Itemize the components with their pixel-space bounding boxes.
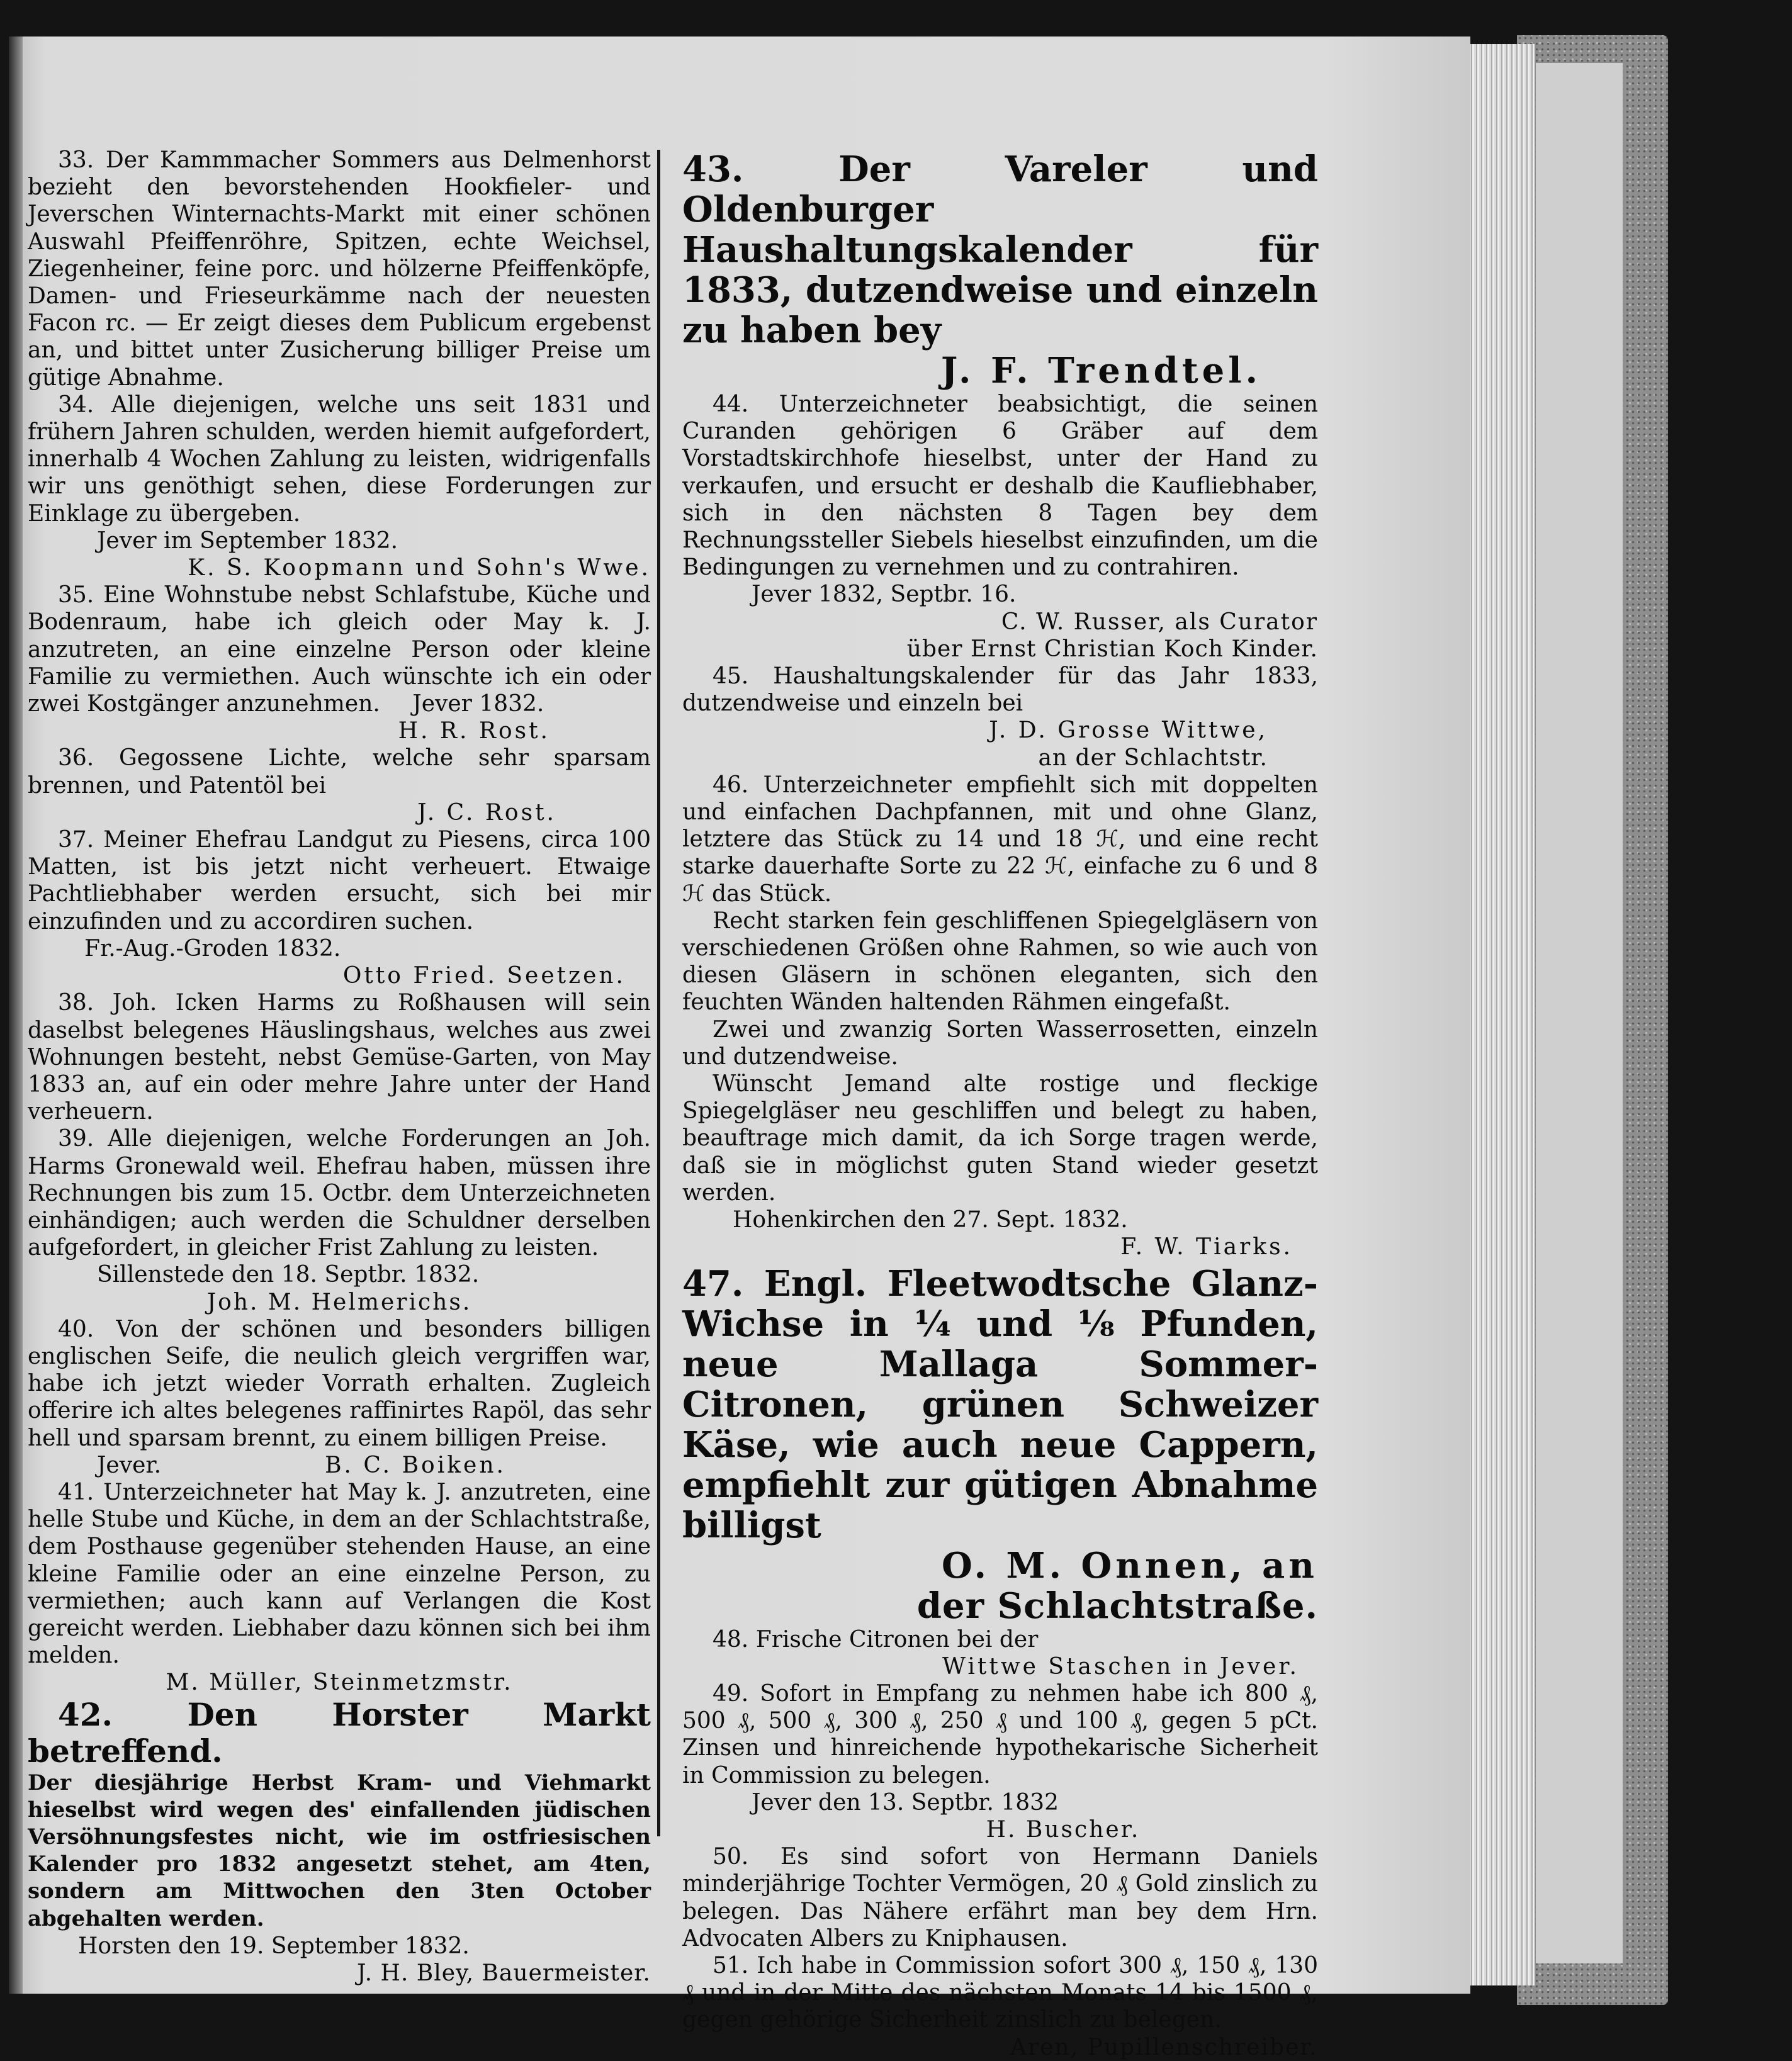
ad-35-signature: H. R. Rost. xyxy=(398,718,550,744)
ad-49: 49. Sofort in Empfang zu nehmen habe ich 800 ₰, 500 ₰, 500 ₰, 300 ₰, 250 ₰ und 100 ₰, gegen 5 pCt. Zinsen und hinreichende hypothekarische Sicherheit in Commission zu belegen. xyxy=(682,1680,1318,1789)
ad-49-place: Jever den 13. Septbr. 1832 xyxy=(752,1789,1059,1816)
ad-39: 39. Alle diejenigen, welche Forderungen an Joh. Harms Gronewald weil. Ehefrau haben, müssen ihre Rechnungen bis zum 15. Octbr. dem Unterzeichneten einhändigen; auch werden die Schuldner derselben aufgefordert, in gleicher Frist Zahlung zu leisten. xyxy=(28,1126,651,1261)
ad-37: 37. Meiner Ehefrau Landgut zu Piesens, circa 100 Matten, ist bis jetzt nicht verheuert. Etwaige Pachtliebhaber werden ersucht, sich bei mir einzufinden und zu accordiren suchen. xyxy=(28,827,651,935)
ad-38: 38. Joh. Icken Harms zu Roßhausen will sein daselbst belegenes Häuslingshaus, welches aus zwei Wohnungen besteht, nebst Gemüse-Garten, von May 1833 an, auf ein oder mehre Jahre unter der Hand verheuern. xyxy=(28,990,651,1125)
ad-37-signature: Otto Fried. Seetzen. xyxy=(342,963,626,989)
ad-42: Der diesjährige Herbst Kram- und Viehmarkt hieselbst wird wegen des' einfallenden jüdischen Versöhnungsfestes nicht, wie im ostfriesischen Kalender pro 1832 angesetzt stehet, am 4ten, sondern am Mittwochen den 3ten October abgehalten werden. xyxy=(28,1770,651,1931)
ad-45-signature-line2: an der Schlachtstr. xyxy=(1038,744,1268,771)
ad-46-text3: Zwei und zwanzig Sorten Wasserrosetten, einzeln und dutzendweise. xyxy=(682,1016,1318,1070)
page-edges xyxy=(1459,44,1535,1985)
ad-34-place: Jever im September 1832. xyxy=(97,527,398,554)
ad-35: 35. Eine Wohnstube nebst Schlafstube, Küche und Bodenraum, habe ich gleich oder May k. J. anzutreten, an eine einzelne Person oder kleine Familie zu vermiethen. Auch wünschte ich ein oder zwei Kostgänger anzunehmen. Jever 1832. xyxy=(28,582,651,717)
ad-50: 50. Es sind sofort von Hermann Daniels minderjährige Tochter Vermögen, 20 ₰ Gold zinslich zu belegen. Das Nähere erfährt man bey dem Hrn. Advocaten Albers zu Kniphausen. xyxy=(682,1844,1318,1951)
ad-36: 36. Gegossene Lichte, welche sehr sparsam brennen, und Patentöl bei xyxy=(28,745,651,799)
ad-36-signature: J. C. Rost. xyxy=(417,799,556,826)
ad-48: 48. Frische Citronen bei der xyxy=(713,1626,1039,1653)
right-column xyxy=(682,147,1318,2061)
ad-44-signature-line2: über Ernst Christian Koch Kinder. xyxy=(906,636,1318,662)
ad-34: 34. Alle diejenigen, welche uns seit 1831 und frühern Jahren schulden, werden hiemit aufgefordert, innerhalb 4 Wochen Zahlung zu leisten, widrigenfalls wir uns genöthigt sehen, diese Forderungen zur Einklage zu übergeben. xyxy=(28,391,651,527)
ad-42-place: Horsten den 19. September 1832. xyxy=(78,1933,470,1959)
ad-42-heading: 42. Den Horster Markt betreffend. xyxy=(28,1695,651,1770)
ad-51-signature: Aren, Pupillenschreiber. xyxy=(1010,2034,1318,2060)
ad-46-signature: F. W. Tiarks. xyxy=(1120,1234,1293,1261)
book-page xyxy=(9,37,1470,2060)
ad-46-text2: Recht starken fein geschliffenen Spiegelgläsern von verschiedenen Größen ohne Rahmen, so wie auch von diesen Gläsern in schönen eleganten, sich den feuchten Wänden haltenden Rähmen eingefaßt. xyxy=(682,907,1318,1016)
ad-46-place: Hohenkirchen den 27. Sept. 1832. xyxy=(733,1207,1128,1233)
ad-44: 44. Unterzeichneter beabsichtigt, die seinen Curanden gehörigen 6 Gräber auf dem Vorstadtskirchhofe hieselbst, unter der Hand zu verkaufen, und ersucht er deshalb die Kaufliebhaber, sich in den nächsten 8 Tagen bey dem Rechnungssteller Siebels hieselbst einzufinden, um die Bedingungen zu vernehmen und zu contrahiren. xyxy=(682,391,1318,581)
ad-33: 33. Der Kammmacher Sommers aus Delmenhorst bezieht den bevorstehenden Hookfieler- und Jeverschen Winternachts-Markt mit einer schönen Auswahl Pfeiffenröhre, Spitzen, echte Weichsel, Ziegenheiner, feine porc. und hölzerne Pfeiffenköpfe, Damen- und Frieseurkämme nach der neuesten Facon rc. — Er zeigt dieses dem Publicum ergebenst an, und bittet unter Zusicherung billiger Preise um gütige Abnahme. xyxy=(28,147,651,391)
ad-39-place: Sillenstede den 18. Septbr. 1832. xyxy=(97,1262,480,1288)
ad-41-signature: M. Müller, Steinmetzmstr. xyxy=(166,1670,513,1696)
ad-51: 51. Ich habe in Commission sofort 300 ₰, 150 ₰, 130 ₰ und in der Mitte des nächsten Monats 14 bis 1500 ₰, gegen gehörige Sicherheit zinslich zu belegen. xyxy=(682,1952,1318,2033)
ad-40-place: Jever. B. C. Boiken. xyxy=(97,1452,506,1478)
ad-34-signature: K. S. Koopmann und Sohn's Wwe. xyxy=(188,555,651,581)
ad-48-signature: Wittwe Staschen in Jever. xyxy=(942,1653,1299,1680)
left-column xyxy=(28,147,651,1987)
ad-46-text4: Wünscht Jemand alte rostige und fleckige Spiegelgläser neu geschliffen und belegt zu haben, beauftrage mich damit, da ich Sorge tragen werde, daß sie in möglichst guten Stand wieder gesetzt werden. xyxy=(682,1071,1318,1206)
ad-47-signature-line2: der Schlachtstraße. xyxy=(916,1585,1318,1627)
ad-39-signature: Joh. M. Helmerichs. xyxy=(206,1289,472,1315)
ad-43-signature: J. F. Trendtel. xyxy=(940,350,1261,391)
ad-43: 43. Der Vareler und Oldenburger Haushaltungskalender für 1833, dutzendweise und einzeln zu haben bey xyxy=(682,149,1318,351)
ad-40: 40. Von der schönen und besonders billigen englischen Seife, die neulich gleich vergriffen war, habe ich jetzt wieder Vorrath erhalten. Zugleich offerire ich altes belegenes raffinirtes Rapöl, das sehr hell und sparsam brennt, zu einem billigen Preise. xyxy=(28,1316,651,1451)
ad-46: 46. Unterzeichneter empfiehlt sich mit doppelten und einfachen Dachpfannen, mit und ohne Glanz, letztere das Stück zu 14 und 18 ℋ, und eine recht starke dauerhafte Sorte zu 22 ℋ, einfache zu 6 und 8 ℋ das Stück. xyxy=(682,772,1318,907)
ad-37-place: Fr.-Aug.-Groden 1832. xyxy=(84,935,341,962)
ad-45-signature: J. D. Grosse Wittwe, xyxy=(989,717,1268,744)
ad-47: 47. Engl. Fleetwodtsche Glanz-Wichse in ¼ und ⅛ Pfunden, neue Mallaga Sommer-Citronen, grünen Schweizer Käse, wie auch neue Cappern, empfiehlt zur gütigen Abnahme billigst xyxy=(682,1262,1318,1546)
ad-45: 45. Haushaltungskalender für das Jahr 1833, dutzendweise und einzeln bei xyxy=(682,663,1318,717)
ad-49-signature: H. Buscher. xyxy=(986,1816,1141,1843)
book-cover-inner xyxy=(1536,63,1623,1963)
page-gutter xyxy=(9,37,23,1994)
ad-47-signature: O. M. Onnen, an xyxy=(941,1544,1318,1586)
column-divider xyxy=(657,150,660,1836)
ad-42-signature: J. H. Bley, Bauermeister. xyxy=(356,1960,651,1986)
ad-44-signature: C. W. Russer, als Curator xyxy=(1001,609,1318,635)
ad-41: 41. Unterzeichneter hat May k. J. anzutreten, eine helle Stube und Küche, in dem an der Schlachtstraße, dem Posthause gegenüber stehenden Hause, an eine kleine Familie oder an eine einzelne Person, zu vermiethen; auch kann auf Verlangen die Kost gereicht werden. Liebhaber dazu können sich bei ihm melden. xyxy=(28,1479,651,1669)
ad-44-place: Jever 1832, Septbr. 16. xyxy=(752,581,1017,608)
